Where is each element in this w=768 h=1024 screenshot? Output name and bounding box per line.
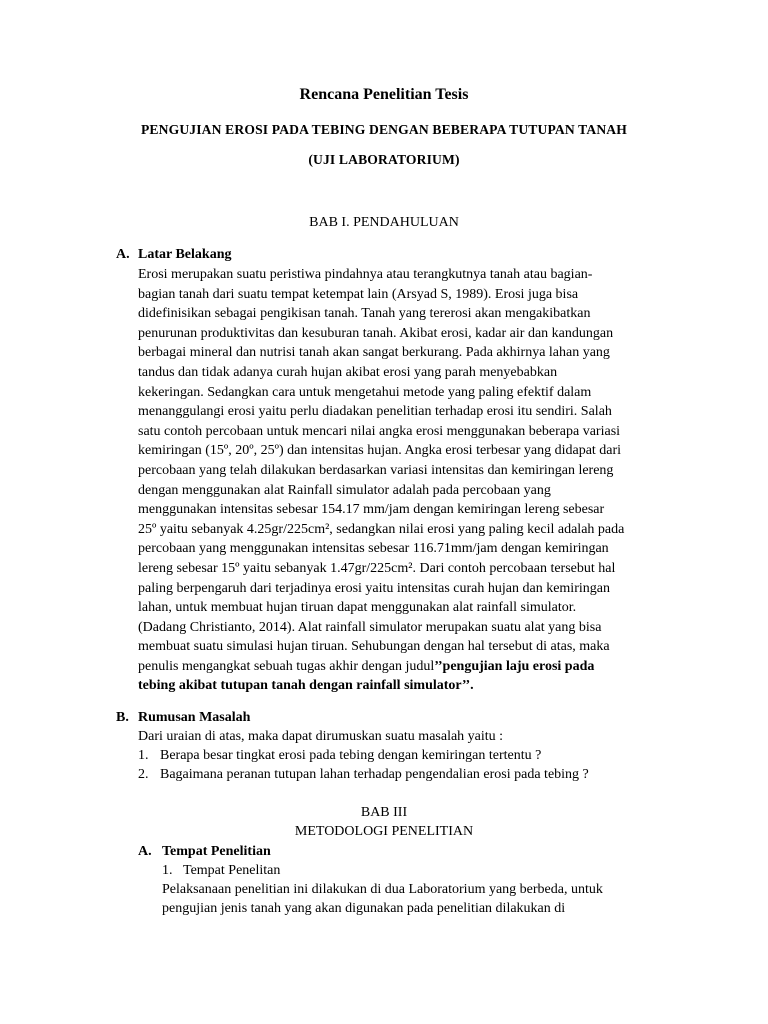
subsection-heading: Tempat Penelitan xyxy=(183,863,281,878)
subsection-number: 1. xyxy=(162,863,173,878)
location-paragraph-line: pengujian jenis tanah yang akan digunakan pada penelitian dilakukan di xyxy=(162,901,566,916)
problem-intro: Dari uraian di atas, maka dapat dirumuskan suatu masalah yaitu : xyxy=(138,729,504,744)
document-title: Rencana Penelitian Tesis xyxy=(299,86,469,103)
problem-item-text: Bagaimana peranan tutupan lahan terhadap pengendalian erosi pada tebing ? xyxy=(160,767,589,782)
bab-1-title: BAB I. PENDAHULUAN xyxy=(309,215,459,230)
paragraph-line: (Dadang Christianto, 2014). Alat rainfall simulator merupakan suatu alat yang bisa xyxy=(138,619,602,635)
paragraph-line: lahan, untuk membuat hujan tiruan dapat menggunakan alat rainfall simulator. xyxy=(138,600,577,616)
background-paragraph xyxy=(138,265,624,696)
paragraph-line: membuat suatu simulasi hujan tiruan. Sehubungan dengan hal tersebut di atas, maka xyxy=(138,639,610,655)
paragraph-line: 25º yaitu sebanyak 4.25gr/225cm², sedangkan nilai erosi yang paling kecil adalah pada xyxy=(138,521,625,537)
bab-3-title: BAB III xyxy=(360,805,408,820)
paragraph-line: menanggulangi erosi yaitu perlu diadakan penelitian terhadap erosi itu sendiri. Salah xyxy=(138,404,612,420)
section-b-heading: Rumusan Masalah xyxy=(138,710,251,725)
research-title-start: ’’pengujian laju erosi pada xyxy=(434,658,595,674)
problem-item-number: 1. xyxy=(138,748,149,763)
paragraph-line: percobaan yang telah dilakukan berdasarkan variasi intensitas dan kemiringan lereng xyxy=(138,462,614,478)
paragraph-line-prefix: penulis mengangkat sebuah tugas akhir dengan judul xyxy=(138,658,435,674)
paragraph-line: kekeringan. Sedangkan cara untuk mengetahui metode yang paling efektif dalam xyxy=(138,384,592,400)
thesis-title-line-2: (UJI LABORATORIUM) xyxy=(308,152,460,167)
section-a-letter: A. xyxy=(116,247,130,262)
bab3-section-a-letter: A. xyxy=(138,844,152,859)
paragraph-line: tandus dan tidak adanya curah hujan akibat erosi yang parah menyebabkan xyxy=(138,364,558,380)
paragraph-line: menggunakan intensitas sebesar 154.17 mm/jam dengan kemiringan lereng sebesar xyxy=(138,502,605,518)
location-paragraph-line: Pelaksanaan penelitian ini dilakukan di dua Laboratorium yang berbeda, untuk xyxy=(162,882,603,897)
paragraph-line: bagian tanah dari suatu tempat ketempat lain (Arsyad S, 1989). Erosi juga bisa xyxy=(138,286,579,302)
bab-3-subtitle: METODOLOGI PENELITIAN xyxy=(294,824,474,839)
problem-item-text: Berapa besar tingkat erosi pada tebing dengan kemiringan tertentu ? xyxy=(160,748,542,763)
paragraph-line: satu contoh percobaan untuk mencari nilai angka erosi menggunakan beberapa variasi xyxy=(138,423,621,439)
paragraph-line-mixed xyxy=(138,657,624,677)
research-title-end: tebing akibat tutupan tanah dengan rainfall simulator’’. xyxy=(138,678,474,694)
paragraph-line: percobaan yang menggunakan intensitas sebesar 116.71mm/jam dengan kemiringan xyxy=(138,541,609,557)
paragraph-line: dengan menggunakan alat Rainfall simulator adalah pada percobaan yang xyxy=(138,482,551,498)
paragraph-line: Erosi merupakan suatu peristiwa pindahnya atau terangkutnya tanah atau bagian- xyxy=(138,267,593,282)
paragraph-line: berbagai mineral dan nutrisi tanah akan sangat berkurang. Pada akhirnya lahan yang xyxy=(138,345,610,361)
paragraph-line: penurunan produktivitas dan kesuburan tanah. Akibat erosi, kadar air dan kandungan xyxy=(138,325,614,341)
paragraph-line: didefinisikan sebagai pengikisan tanah. Tanah yang tererosi akan mengakibatkan xyxy=(138,306,591,322)
section-b-letter: B. xyxy=(116,710,129,725)
paragraph-line: paling berpengaruh dari terjadinya erosi yaitu intensitas curah hujan dan kemiringan xyxy=(138,580,610,596)
problem-item-number: 2. xyxy=(138,767,149,782)
section-a-heading: Latar Belakang xyxy=(138,247,232,262)
paragraph-line: lereng sebesar 15º yaitu sebanyak 1.47gr/225cm². Dari contoh percobaan tersebut hal xyxy=(138,560,616,576)
paragraph-line: kemiringan (15º, 20º, 25º) dan intensitas hujan. Angka erosi terbesar yang didapat dari xyxy=(138,443,622,459)
thesis-title-line-1: PENGUJIAN EROSI PADA TEBING DENGAN BEBERAPA TUTUPAN TANAH xyxy=(140,122,628,137)
bab3-section-a-heading: Tempat Penelitian xyxy=(162,844,271,859)
